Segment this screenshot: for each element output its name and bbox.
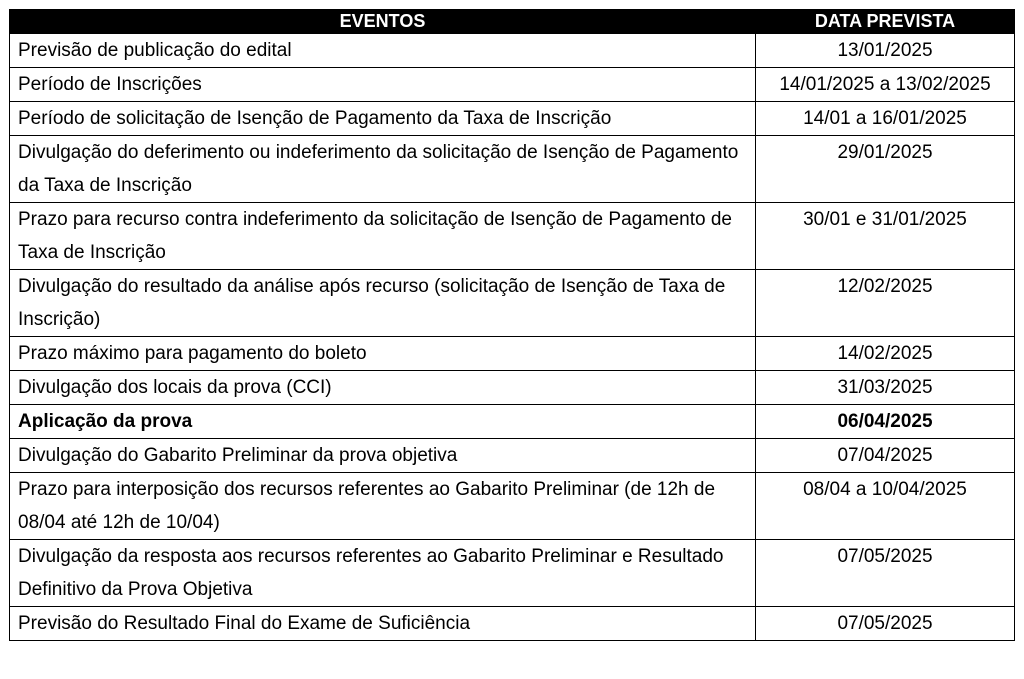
- date-header: DATA PREVISTA: [756, 10, 1015, 34]
- table-row: [10, 439, 1015, 473]
- date-cell: 07/05/2025: [756, 540, 1015, 607]
- table-row: [10, 473, 1015, 540]
- event-cell: Divulgação do resultado da análise após recurso (solicitação de Isenção de Taxa de Inscrição): [10, 270, 756, 337]
- table-row: [10, 270, 1015, 337]
- date-cell: 07/05/2025: [756, 607, 1015, 641]
- date-cell: 30/01 e 31/01/2025: [756, 203, 1015, 270]
- schedule-table: [9, 9, 1015, 641]
- date-cell: 12/02/2025: [756, 270, 1015, 337]
- table-row: [10, 405, 1015, 439]
- event-cell: Prazo máximo para pagamento do boleto: [10, 337, 756, 371]
- date-cell: 14/01/2025 a 13/02/2025: [756, 68, 1015, 102]
- event-cell: Prazo para recurso contra indeferimento da solicitação de Isenção de Pagamento de Taxa de Inscrição: [10, 203, 756, 270]
- table-row: [10, 371, 1015, 405]
- event-cell: Divulgação do Gabarito Preliminar da prova objetiva: [10, 439, 756, 473]
- date-cell: 13/01/2025: [756, 34, 1015, 68]
- table-row: [10, 203, 1015, 270]
- date-cell: 14/02/2025: [756, 337, 1015, 371]
- events-header: EVENTOS: [10, 10, 756, 34]
- schedule-body: [10, 34, 1015, 641]
- event-cell: Divulgação dos locais da prova (CCI): [10, 371, 756, 405]
- date-cell: 08/04 a 10/04/2025: [756, 473, 1015, 540]
- table-row: [10, 337, 1015, 371]
- table-row: [10, 540, 1015, 607]
- event-cell: Previsão de publicação do edital: [10, 34, 756, 68]
- table-row: [10, 607, 1015, 641]
- event-cell: Aplicação da prova: [10, 405, 756, 439]
- event-cell: Previsão do Resultado Final do Exame de Suficiência: [10, 607, 756, 641]
- date-cell: 31/03/2025: [756, 371, 1015, 405]
- table-row: [10, 68, 1015, 102]
- event-cell: Divulgação do deferimento ou indeferimento da solicitação de Isenção de Pagamento da Taxa de Inscrição: [10, 136, 756, 203]
- date-cell: 29/01/2025: [756, 136, 1015, 203]
- date-cell: 06/04/2025: [756, 405, 1015, 439]
- table-row: [10, 136, 1015, 203]
- header-row: [10, 10, 1015, 34]
- event-cell: Período de solicitação de Isenção de Pagamento da Taxa de Inscrição: [10, 102, 756, 136]
- date-cell: 14/01 a 16/01/2025: [756, 102, 1015, 136]
- event-cell: Divulgação da resposta aos recursos referentes ao Gabarito Preliminar e Resultado Definitivo da Prova Objetiva: [10, 540, 756, 607]
- date-cell: 07/04/2025: [756, 439, 1015, 473]
- table-row: [10, 102, 1015, 136]
- event-cell: Prazo para interposição dos recursos referentes ao Gabarito Preliminar (de 12h de 08/04 até 12h de 10/04): [10, 473, 756, 540]
- event-cell: Período de Inscrições: [10, 68, 756, 102]
- table-row: [10, 34, 1015, 68]
